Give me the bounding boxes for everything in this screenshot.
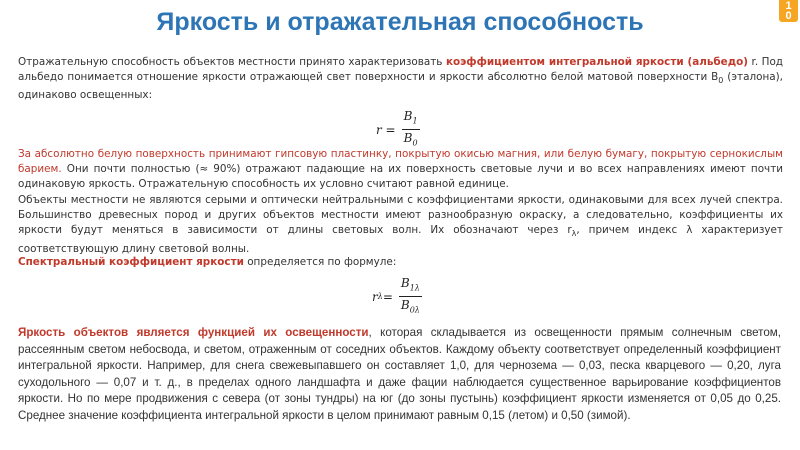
slide-number-digit-1: 1 (785, 0, 792, 12)
paragraph-albedo-definition: Отражательную способность объектов местности принято характеризовать коэффициентом интегральной яркости (альбедо) r. Под альбедо понимается отношение яркости отражающей свет поверхности и яркости абсолютно белой матовой поверхности $B_0$ (эталона), одинаково освещенных: (18, 56, 783, 102)
formula-albedo-fraction: $\frac{B_1}{B_0}$ (403, 109, 418, 148)
white-surface-highlight: За абсолютно белую поверхность принимают гипсовую пластинку, покрытую окисью магния, или белую бумагу, покрытую сернокислым барием. (18, 148, 783, 176)
slide-title: Яркость и отражательная способность (156, 8, 644, 36)
formula-spectral-fraction: $\frac{B_{1\lambda}}{B_{0\lambda}}$ (400, 276, 420, 315)
brightness-illumination-term: Яркость объектов является функцией их освещенности (18, 326, 369, 339)
paragraph-spectral-objects: Объекты местности не являются серыми и оптически нейтральными с коэффициентами яркости, одинаковыми для всех лучей спектра. Большинство древесных пород и других объектов местности имеют разнообразную окраску, а следовательно, коэффициенты их яркости будут меняться в зависимости от длины световых волн. Их обозначают через $r_\lambda$, причем индекс λ характеризует соответствующую длину световой волны. (18, 194, 783, 255)
paragraph-spectral-coefficient: Спектральный коэффициент яркости определяется по формуле: (18, 256, 397, 268)
paragraph-brightness-illumination: Яркость объектов является функцией их освещенности, которая складывается из освещенности прямым солнечным светом, рассеянным светом небосвода, и светом, отраженным от соседних объектов. Каждому объекту соответствует определенный коэффициент интегральной яркости. Например, для снега свежевыпавшего он составляет 1,0, для чернозема — 0,03, песка кварцевого — 0,20, луга суходольного — 0,07 и т. д., в пределах одного ландшафта и даже фации наблюдается существенное варьирование коэффициентов яркости. Но по мере продвижения с севера (от зоны тундры) на юг (до зоны пустынь) коэффициент яркости изменяется от 0,05 до 0,25. Среднее значение коэффициента интегральной яркости в целом принимают равным 0,15 (летом) и 0,50 (зимой). (18, 326, 781, 422)
paragraph-white-surface: За абсолютно белую поверхность принимают гипсовую пластинку, покрытую окисью магния, или белую бумагу, покрытую сернокислым барием. Они почти полностью (≈ 90%) отражают падающие на их поверхность световые лучи и во всех направлениях имеют почти одинаковую яркость. Отражательную способность их условно считают равной единице. (18, 148, 783, 191)
slide-number-badge (779, 0, 798, 22)
spectral-coefficient-term: Спектральный коэффициент яркости (18, 256, 244, 268)
slide-number-digit-2: 0 (785, 10, 792, 22)
albedo-term: коэффициентом интегральной яркости (альбедо) (445, 56, 748, 68)
formula-spectral: r λ = $\frac{B_{1\lambda}}{B_{0\lambda}}$ (372, 276, 422, 318)
formula-albedo: r = $\frac{B_1}{B_0}$ (376, 109, 420, 151)
